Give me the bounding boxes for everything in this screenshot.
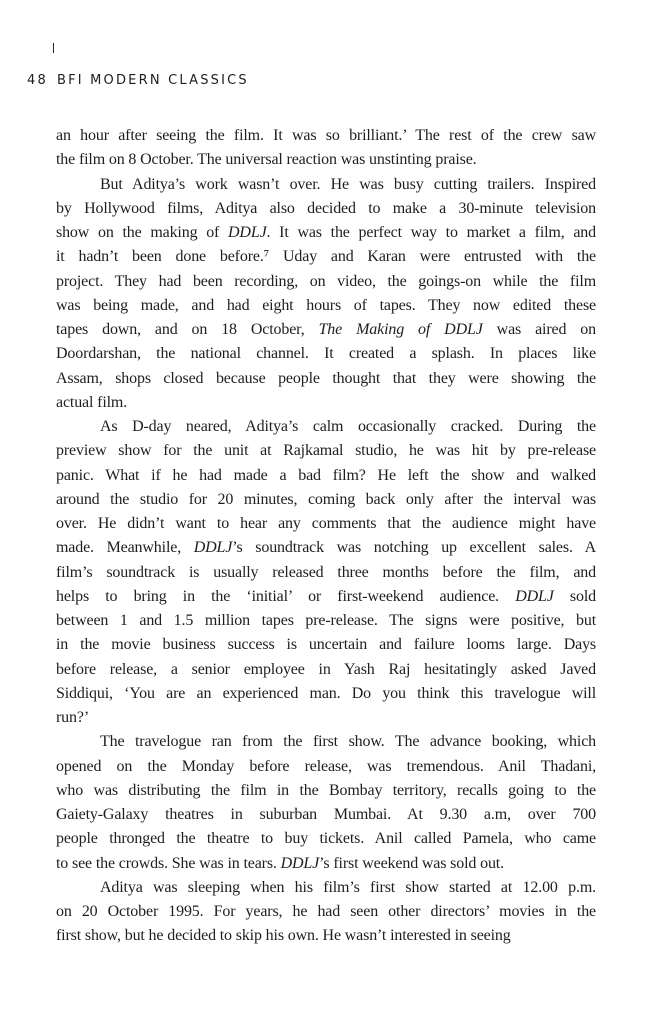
text-line: [56, 391, 596, 415]
text-line: [56, 779, 596, 803]
text-line: [56, 415, 596, 439]
text-run: made. Meanwhile,: [56, 539, 194, 557]
text-run: it hadn’t been done before.⁷ Uday and Karan were entrusted with the: [56, 248, 596, 266]
text-line: [56, 633, 596, 657]
text-line: [56, 318, 596, 342]
text-line: [56, 173, 596, 197]
text-run: ’s soundtrack was notching up excellent sales. A: [232, 539, 596, 557]
italic-title: The Making of DDLJ: [318, 321, 483, 338]
text-run: tapes down, and on 18 October,: [56, 321, 319, 338]
paragraph: [56, 876, 596, 949]
text-run: . It was the perfect way to market a film, and: [266, 224, 596, 241]
text-run: first show, but he decided to skip his own. He wasn’t interested in seeing: [56, 927, 511, 945]
text-line: [56, 730, 596, 754]
text-run: sold: [553, 587, 596, 605]
text-run: people thronged the theatre to buy tickets. Anil called Pamela, who came: [56, 830, 596, 848]
text-line: [56, 585, 596, 609]
italic-title: DDLJ: [228, 224, 267, 241]
text-run: on 20 October 1995. For years, he had seen other directors’ movies in the: [56, 903, 596, 920]
text-run: film’s soundtrack is usually released three months before the film, and: [56, 563, 596, 581]
text-run: preview show for the unit at Rajkamal studio, he was hit by pre-release: [56, 442, 596, 460]
text-run: Aditya was sleeping when his film’s first show started at 12.00 p.m.: [100, 878, 596, 896]
text-line: [56, 367, 596, 391]
text-run: before release, a senior employee in Yash Raj hesitatingly asked Javed: [56, 660, 596, 678]
text-line: [56, 439, 596, 463]
text-line: [56, 270, 596, 294]
text-run: opened on the Monday before release, was tremendous. Anil Thadani,: [56, 757, 596, 775]
text-line: [56, 609, 596, 633]
text-run: run?’: [56, 709, 90, 726]
text-line: [56, 536, 596, 560]
paragraph: [56, 415, 596, 730]
text-run: Siddiqui, ‘You are an experienced man. Do you think this travelogue will: [56, 684, 596, 702]
italic-title: DDLJ: [515, 587, 554, 605]
text-run: show on the making of: [56, 224, 229, 241]
text-line: [56, 658, 596, 682]
text-line: [56, 706, 596, 730]
body-text: [56, 124, 596, 949]
text-run: Gaiety-Galaxy theatres in suburban Mumbai. At 9.30 a.m, over 700: [56, 806, 596, 823]
text-run: As D-day neared, Aditya’s calm occasionally cracked. During the: [100, 418, 596, 435]
text-line: [56, 245, 596, 269]
paragraph: [56, 730, 596, 876]
text-run: Assam, shops closed because people thought that they were showing the: [56, 369, 596, 387]
text-line: [56, 464, 596, 488]
text-run: around the studio for 20 minutes, coming back only after the interval was: [56, 490, 596, 508]
italic-title: DDLJ: [193, 539, 233, 557]
text-run: Doordarshan, the national channel. It created a splash. In places like: [56, 345, 596, 363]
text-run: was aired on: [482, 321, 596, 338]
text-run: panic. What if he had made a bad film? He left the show and walked: [56, 466, 596, 484]
text-line: [56, 876, 596, 900]
margin-tick-mark: [53, 43, 54, 53]
series-title: BFI MODERN CLASSICS: [56, 73, 249, 88]
text-line: [56, 512, 596, 536]
text-line: [56, 148, 596, 172]
text-run: helps to bring in the ‘initial’ or first-weekend audience.: [56, 587, 516, 605]
text-run: to see the crowds. She was in tears.: [56, 854, 281, 872]
text-run: actual film.: [56, 393, 128, 411]
text-run: the film on 8 October. The universal reaction was unstinting praise.: [56, 151, 477, 169]
text-line: [56, 294, 596, 318]
paragraph: [56, 124, 596, 173]
text-line: [56, 561, 596, 585]
text-line: [56, 197, 596, 221]
text-run: who was distributing the film in the Bombay territory, recalls going to the: [56, 781, 596, 799]
text-line: [56, 342, 596, 366]
page-number: 48: [27, 73, 48, 88]
text-line: [56, 900, 596, 924]
text-run: an hour after seeing the film. It was so brilliant.’ The rest of the crew saw: [56, 127, 596, 144]
text-run: over. He didn’t want to hear any comments that the audience might have: [56, 515, 596, 532]
text-run: by Hollywood films, Aditya also decided to make a 30-minute television: [56, 199, 596, 217]
paragraph: [56, 173, 596, 416]
text-run: The travelogue ran from the first show. The advance booking, which: [100, 733, 596, 751]
text-run: But Aditya’s work wasn’t over. He was busy cutting trailers. Inspired: [100, 175, 596, 193]
text-line: [56, 488, 596, 512]
text-line: [56, 124, 596, 148]
italic-title: DDLJ: [280, 854, 320, 872]
text-line: [56, 852, 596, 876]
running-header: [27, 73, 249, 89]
text-run: between 1 and 1.5 million tapes pre-release. The signs were positive, but: [56, 612, 596, 629]
text-line: [56, 827, 596, 851]
text-run: project. They had been recording, on video, the goings-on while the film: [56, 272, 596, 290]
text-line: [56, 924, 596, 948]
text-run: ’s first weekend was sold out.: [319, 854, 504, 872]
text-line: [56, 803, 596, 827]
text-line: [56, 755, 596, 779]
text-run: in the movie business success is uncertain and failure looms large. Days: [56, 636, 596, 654]
text-line: [56, 682, 596, 706]
text-run: was being made, and had eight hours of tapes. They now edited these: [56, 296, 596, 314]
text-line: [56, 221, 596, 245]
